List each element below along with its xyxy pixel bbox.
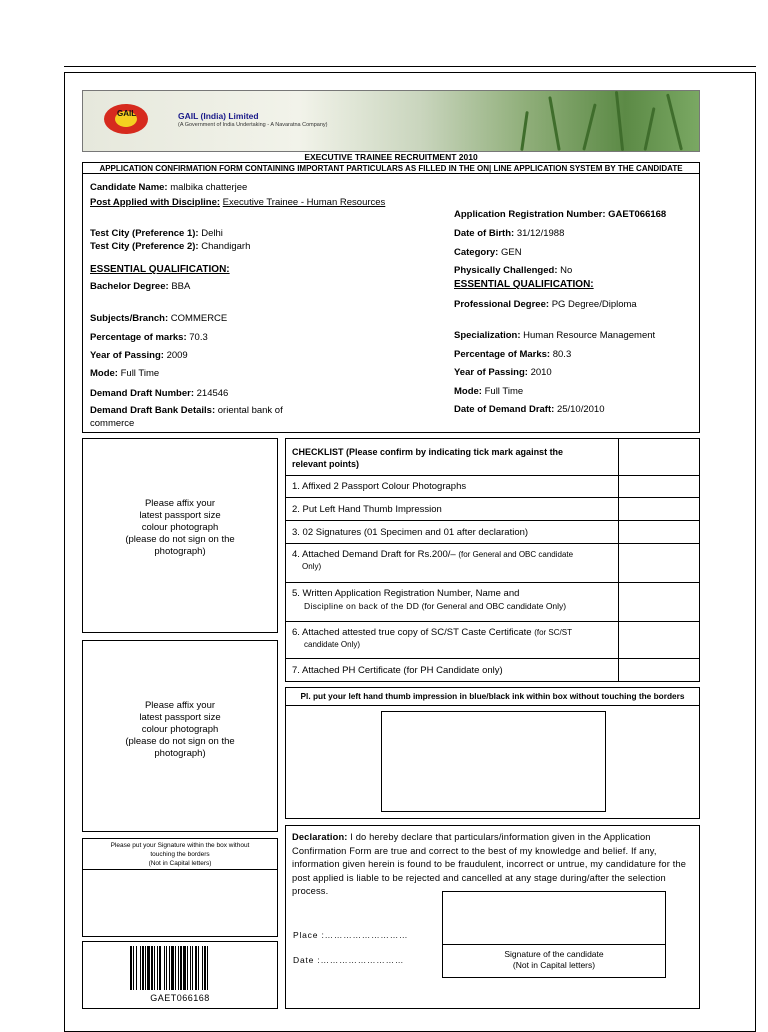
percentage-row-right: Percentage of Marks: 80.3 (454, 349, 572, 360)
mode-row-right: Mode: Full Time (454, 386, 524, 397)
photo-box-2-text: Please affix your latest passport size colour photograph (please do not sign on the photograph) (125, 700, 235, 759)
candidate-name-row: Candidate Name: malbika chatterjee (90, 182, 248, 193)
essential-qualification-heading: ESSENTIAL QUALIFICATION: (90, 264, 230, 275)
dd-number-row: Demand Draft Number: 214546 (90, 388, 229, 399)
checklist-item-7: 7. Attached PH Certificate (for PH Candidate only) (285, 658, 700, 682)
brand-tagline: (A Government of India Undertaking - A Navaratna Company) (178, 122, 328, 128)
checklist-header: CHECKLIST (Please confirm by indicating tick mark against the relevant points) (285, 438, 700, 476)
candidate-name: malbika chatterjee (170, 182, 248, 193)
date-field: :……………………… (317, 955, 405, 965)
barcode-bar (154, 946, 155, 990)
barcode-text: GAET066168 (150, 993, 210, 1003)
professional-degree-row: Professional Degree: PG Degree/Diploma (454, 299, 637, 310)
barcode-bar (169, 946, 170, 990)
tick-box-3[interactable] (618, 521, 699, 543)
checklist-header-tick-cell (618, 439, 699, 475)
barcode-bar (140, 946, 141, 990)
barcode-bar (166, 946, 167, 990)
candidate-signature-area[interactable] (443, 892, 665, 943)
barcode-bar (157, 946, 158, 990)
signature-specimen-box[interactable] (83, 870, 277, 936)
dd-date-row: Date of Demand Draft: 25/10/2010 (454, 404, 605, 415)
tick-box-6[interactable] (618, 622, 699, 658)
thumb-impression-box[interactable] (381, 711, 606, 812)
post-value: Executive Trainee - Human Resources (222, 197, 386, 208)
barcode-bar (190, 946, 191, 990)
category-row: Category: GEN (454, 247, 522, 258)
photo-box-1[interactable] (82, 438, 278, 633)
city1-row: Test City (Preference 1): Delhi (90, 228, 223, 239)
top-rule (64, 66, 756, 67)
signature-caption: Signature of the candidate (Not in Capital letters) (443, 944, 665, 977)
dob-row: Date of Birth: 31/12/1988 (454, 228, 565, 239)
barcode-bar (192, 946, 193, 990)
bachelor-row: Bachelor Degree: BBA (90, 281, 191, 292)
barcode-bar (187, 946, 188, 990)
subjects-row: Subjects/Branch: COMMERCE (90, 313, 228, 324)
barcode-bar (145, 946, 146, 990)
place-field: :……………………… (321, 930, 409, 940)
checklist-item-5: 5. Written Application Registration Number, Name and Discipline on back of the DD (for General and OBC candidate Only) (285, 582, 700, 622)
mode-row: Mode: Full Time (90, 368, 160, 379)
barcode-bar (147, 946, 150, 990)
barcode-bar (178, 946, 179, 990)
form-title: EXECUTIVE TRAINEE RECRUITMENT 2010 (304, 152, 478, 162)
barcode-bar (130, 946, 132, 990)
barcode-bar (159, 946, 161, 990)
percentage-row: Percentage of marks: 70.3 (90, 332, 208, 343)
city2-row: Test City (Preference 2): Chandigarh (90, 241, 251, 252)
form-subtitle: APPLICATION CONFIRMATION FORM CONTAINING IMPORTANT PARTICULARS AS FILLED IN THE ON| LINE APPLICATION SYSTEM BY THE CANDIDATE (82, 162, 700, 174)
barcode-bar (171, 946, 174, 990)
checklist-item-1: 1. Affixed 2 Passport Colour Photographs (285, 475, 700, 498)
barcode-bar (207, 946, 208, 990)
barcode-bar (164, 946, 165, 990)
registration-row: Application Registration Number: GAET066168 (454, 209, 667, 220)
barcode-bar (183, 946, 186, 990)
brand-name: GAIL (India) Limited (178, 111, 259, 121)
declaration-text: Declaration: I do hereby declare that particulars/information given in the Application Confirmation Form are true and correct to the best of my knowledge and belief. If any, information given herein is found to be fraudulent, incorrect or untrue, my candidature for the post applied is liable to be rejected and cancelled at any stage during/after the selection process. (292, 832, 687, 896)
barcode-bar (198, 946, 199, 990)
tick-box-4[interactable] (618, 544, 699, 582)
specialization-row: Specialization: Human Resource Management (454, 330, 656, 341)
thumb-instruction: Pl. put your left hand thumb impression in blue/black ink within box without touching the borders (286, 688, 699, 706)
place-row: Place :……………………… (293, 930, 409, 940)
checklist-item-3: 3. 02 Signatures (01 Specimen and 01 after declaration) (285, 520, 700, 544)
barcode-bar (175, 946, 176, 990)
signature-instruction: Please put your Signature within the box without touching the borders (Not in Capital letters) (83, 839, 277, 870)
essential-qualification-heading-right: ESSENTIAL QUALIFICATION: (454, 279, 594, 290)
header-banner (82, 90, 700, 152)
post-row: Post Applied with Discipline: Executive Trainee - Human Resources (90, 197, 386, 208)
barcode-bar (204, 946, 206, 990)
year-row-right: Year of Passing: 2010 (454, 367, 552, 378)
barcode-bar (142, 946, 144, 990)
tick-box-2[interactable] (618, 498, 699, 520)
gail-logo-text: GAIL (117, 109, 137, 118)
tick-box-1[interactable] (618, 476, 699, 497)
barcode-bar (133, 946, 134, 990)
barcode-bar (195, 946, 197, 990)
dd-bank-row-2: commerce (90, 418, 135, 429)
ph-row: Physically Challenged: No (454, 265, 573, 276)
photo-box-1-text: Please affix your latest passport size colour photograph (please do not sign on the photograph) (125, 498, 235, 557)
date-row: Date :……………………… (293, 955, 405, 965)
barcode-bar (136, 946, 137, 990)
barcode-bar (151, 946, 153, 990)
registration-number: GAET066168 (608, 209, 667, 220)
photo-box-2[interactable] (82, 640, 278, 832)
barcode-bar (202, 946, 203, 990)
tick-box-7[interactable] (618, 659, 699, 681)
tick-box-5[interactable] (618, 583, 699, 621)
checklist-item-6: 6. Attached attested true copy of SC/ST Caste Certificate (for SC/ST candidate Only) (285, 621, 700, 659)
barcode (130, 946, 210, 990)
year-row: Year of Passing: 2009 (90, 350, 188, 361)
checklist-item-4: 4. Attached Demand Draft for Rs.200/– (for General and OBC candidate Only) (285, 543, 700, 583)
checklist-item-2: 2. Put Left Hand Thumb Impression (285, 497, 700, 521)
barcode-bar (180, 946, 182, 990)
dd-bank-row: Demand Draft Bank Details: oriental bank of (90, 405, 283, 416)
